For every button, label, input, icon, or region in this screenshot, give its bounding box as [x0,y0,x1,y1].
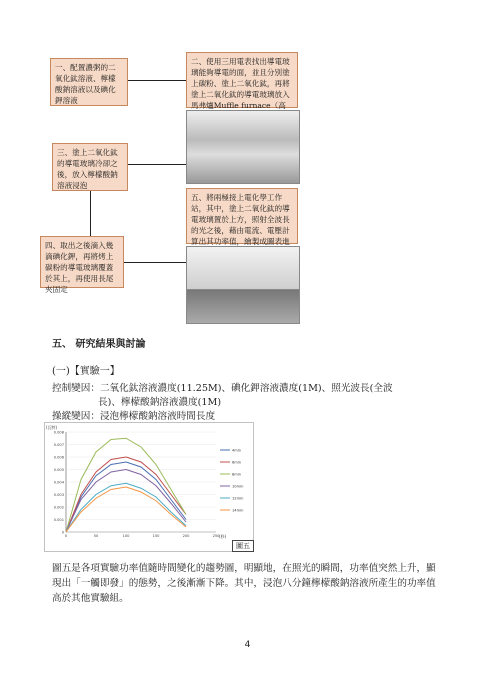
legend-label-4min: 4min [232,448,242,453]
flow-step-5: 五、將兩極接上電化學工作站，其中，塗上二氧化鈦的導電玻璃置於上方，照射全波長的光之後，藉由電流、電壓計算出其功率值，繪製成圖表進 [186,188,298,244]
y-axis-label: (瓦特) [46,425,58,430]
arrow-4-to-5 [124,262,186,263]
legend-label-6min: 6min [232,460,242,465]
x-tick-label: 150 [152,534,160,538]
legend-label-8min: 8min [232,472,242,477]
y-tick-label: 0.006 [53,455,64,460]
x-tick-label: 200 [182,534,190,538]
paragraph-line1: 圖五是各項實驗功率值隨時間變化的趨勢圖，明顯地，在照光的瞬間，功率值突然上升，顯 [52,563,436,574]
y-tick-label: 0.002 [53,505,64,510]
legend-label-10min: 10min [232,484,244,489]
flow-step-2: 二、使用三用電表找出導電玻璃能夠導電的面，並且分別塗上碳粉、塗上二氧化鈦，再將塗上二氧化鈦的導電玻璃放入馬弗爐Muffle furnace（高 [186,52,298,108]
furnace-photo [186,110,300,184]
workstation-photo [186,246,300,324]
subsection-title: (一)【實驗一】 [52,366,120,377]
y-tick-label: 0.007 [53,442,64,447]
manipulated-variable: 操縱變因：浸泡檸檬酸鈉溶液時間長度 [52,411,216,422]
paragraph-line3: 高於其他實驗組。 [52,593,129,604]
legend-label-12min: 12min [232,496,244,501]
y-tick-label: 0.003 [53,492,64,497]
y-tick-label: 0 [61,530,64,535]
x-axis-label: (秒) [219,534,227,539]
control-variables-line1: 控制變因：二氧化鈦溶液濃度(11.25M)、碘化鉀溶液濃度(1M)、照光波長(全波 [52,383,393,394]
flow-step-4: 四、取出之後滴入幾滴碘化鉀，再將烤上碳粉的導電玻璃覆蓋於其上，再使用長尾夾固定 [40,236,124,288]
arrow-2-to-3 [128,164,186,165]
flow-step-1: 一、配置濃粥的二氧化鈦溶液、檸檬酸鈉溶液以及碘化鉀溶液 [50,58,128,106]
y-tick-label: 0.004 [53,480,64,485]
control-variables-line2: 長)、檸檬酸鈉溶液濃度(1M) [98,397,222,408]
flow-step-3: 三、塗上二氧化鈦的導電玻璃冷卻之後，放入檸檬酸鈉溶液浸泡 [52,143,128,191]
y-tick-label: 0.008 [53,430,64,435]
section-title: 五、 研究結果與討論 [52,339,146,350]
x-tick-label: 250 [212,534,220,538]
legend-label-14min: 14min [232,508,244,513]
arrow-3-to-4 [90,191,91,236]
x-tick-label: 100 [122,534,130,538]
x-tick-label: 50 [93,534,99,538]
power-time-chart [44,422,254,552]
x-tick-label: 0 [64,534,68,538]
arrow-1-to-2 [128,80,186,81]
y-tick-label: 0.005 [53,467,64,472]
paragraph-line2: 現出「一觸即發」的態勢，之後漸漸下降。其中，浸泡八分鐘檸檬酸鈉溶液所產生的功率值 [52,578,436,589]
figure-label: 圖五 [232,540,254,552]
y-tick-label: 0.001 [53,517,64,522]
page-number: 4 [244,640,251,650]
